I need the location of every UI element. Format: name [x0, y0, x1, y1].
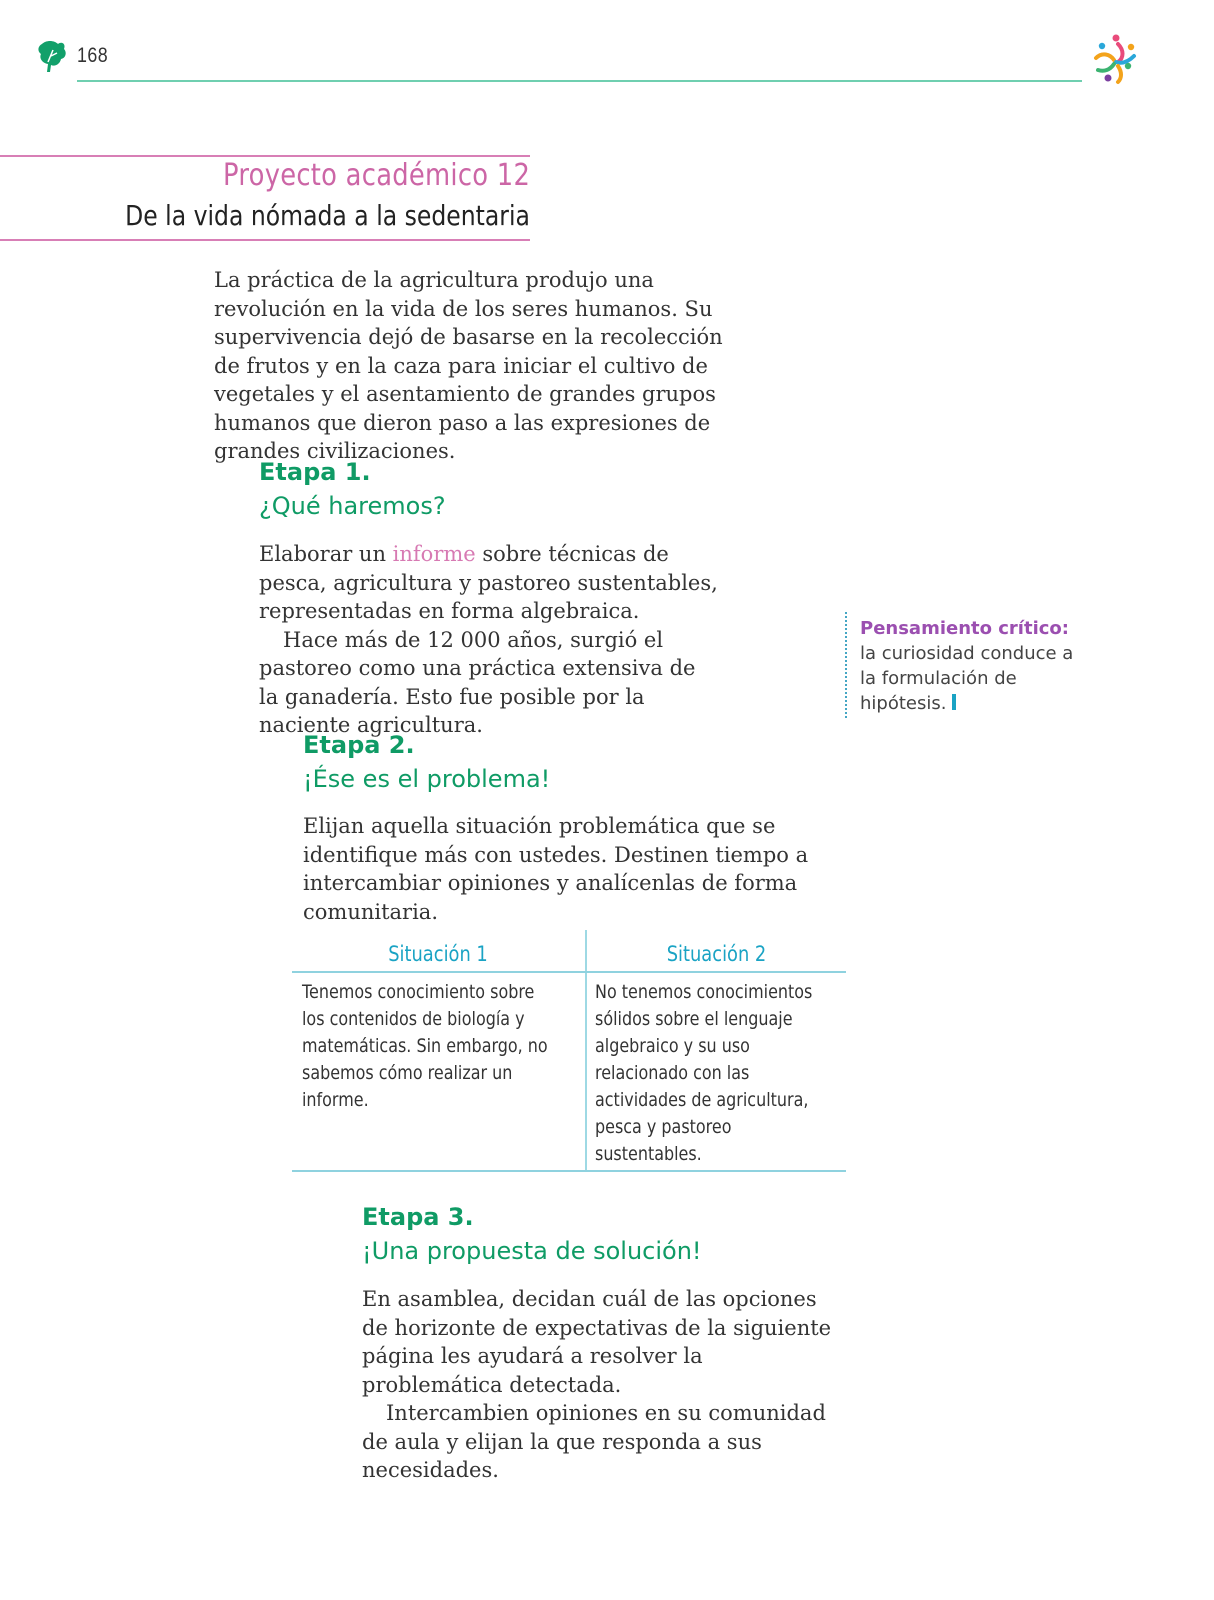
- page-number: 168: [77, 44, 109, 67]
- table-cell-situacion-1: Tenemos conocimiento sobre los contenidos de biología y matemáticas. Sin embargo, no sabemos cómo realizar un informe.: [302, 981, 548, 1111]
- leaf-icon: [36, 38, 68, 74]
- etapa-3-paragraph-1: En asamblea, decidan cuál de las opciones de horizonte de expectativas de la siguiente página les ayudará a resolver la problemática detectada.: [362, 1287, 832, 1397]
- etapa-1-paragraph-2: Hace más de 12 000 años, surgió el pastoreo como una práctica extensiva de la ganadería. Esto fue posible por la naciente agricultura.: [259, 627, 696, 737]
- community-logo-icon: [1088, 34, 1144, 86]
- etapa-2-heading: [303, 728, 550, 796]
- project-label: Proyecto académico 12: [222, 158, 530, 193]
- table-column-divider: [585, 930, 587, 1172]
- table-cell-situacion-2: No tenemos conocimientos sólidos sobre el lenguaje algebraico y su uso relacionado con las actividades de agricultura, pesca y pastoreo sustentables.: [595, 981, 813, 1165]
- etapa-2-title: Etapa 2.: [303, 731, 415, 759]
- project-title: De la vida nómada a la sedentaria: [125, 199, 530, 232]
- etapa-1-text-a: Elaborar un: [259, 542, 393, 566]
- intro-paragraph: [214, 266, 734, 466]
- etapa-1-title: Etapa 1.: [259, 458, 371, 486]
- title-top-rule: [0, 155, 530, 157]
- etapa-3-question: ¡Una propuesta de solución!: [362, 1237, 702, 1265]
- etapa-1-body: [259, 540, 719, 740]
- note-end-marker: [952, 694, 956, 710]
- note-text: la curiosidad conduce a la formulación de hipótesis.: [860, 643, 1074, 714]
- etapa-2-body: [303, 812, 843, 926]
- header-divider: [77, 80, 1082, 82]
- table-header-situacion-1: Situación 1: [388, 942, 488, 966]
- etapa-2-paragraph: Elijan aquella situación problemática que se identifique más con ustedes. Destinen tiempo a intercambiar opiniones y analícenlas de forma comunitaria.: [303, 814, 809, 924]
- note-title: Pensamiento crítico:: [860, 618, 1069, 639]
- table-header-rule: [292, 971, 846, 973]
- etapa-3-paragraph-2: Intercambien opiniones en su comunidad de aula y elijan la que responda a sus necesidades.: [362, 1401, 826, 1482]
- etapa-1-paragraph-1: [259, 540, 719, 626]
- note-dotted-rule: [845, 612, 847, 718]
- etapa-3-heading: [362, 1200, 702, 1268]
- title-bottom-rule: [0, 239, 530, 241]
- etapa-2-question: ¡Ése es el problema!: [303, 765, 551, 793]
- etapa-1-heading: [259, 455, 446, 523]
- table-header-situacion-2: Situación 2: [666, 942, 767, 966]
- etapa-1-question: ¿Qué haremos?: [259, 492, 446, 520]
- critical-thinking-note: [860, 616, 1075, 716]
- intro-text: La práctica de la agricultura produjo una revolución en la vida de los seres humanos. Su supervivencia dejó de basarse en la recolección de frutos y en la caza para iniciar el cultivo de vegetales y el asentamiento de grandes grupos humanos que dieron paso a las expresiones de grandes civilizaciones.: [214, 268, 723, 463]
- informe-link[interactable]: informe: [392, 542, 476, 566]
- etapa-3-body: [362, 1285, 842, 1485]
- etapa-1-text-b: sobre técnicas de pesca, agricultura y pastoreo sustentables, representadas en forma algebraica.: [259, 542, 718, 623]
- table-bottom-rule: [292, 1170, 846, 1172]
- etapa-3-title: Etapa 3.: [362, 1203, 474, 1231]
